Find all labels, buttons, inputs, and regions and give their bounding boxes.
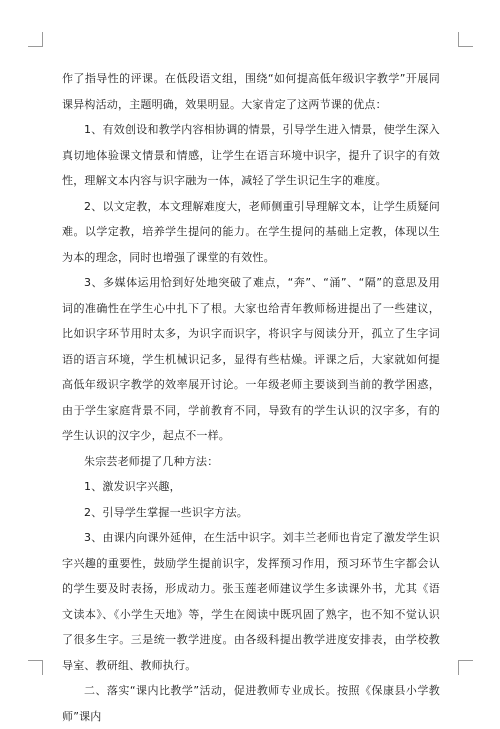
crop-mark-bottom-left: [28, 660, 43, 675]
paragraph-method-1: 1、激发识字兴趣，: [84, 480, 181, 493]
crop-mark-bottom-right: [458, 660, 473, 675]
crop-mark-top-left: [28, 32, 43, 47]
paragraph-point-3: 3、多媒体运用恰到好处地突破了难点，“奔”、“涌”、“隔”的意思及用词的准确性在学生心中扎下了根。大家也给青年教师杨进提出了一些建议，比如识字环节用时太多，为识字而识字，将识字与阅读分开，孤立了生字词语的语言环境，学生机械识记多，显得有些枯燥。评课之后，大家就如何提高低年级识字教学的效率展开讨论。一年级老师主要谈到当前的教学困惑，由于学生家庭背景不同，学前教育不同，导致有的学生认识的汉字多，有的学生认识的汉字少，起点不一样。: [62, 276, 440, 442]
document-body: [62, 66, 440, 729]
paragraph-method-3: 3、由课内向课外延伸，在生活中识字。刘丰兰老师也肯定了激发学生识字兴趣的重要性，鼓励学生提前识字，发挥预习作用，预习环节生字都会认的学生要及时表扬，形成动力。张玉莲老师建议学生多读课外书，尤其《语文读本》、《小学生天地》等，学生在阅读中既巩固了熟字，也不知不觉认识了很多生字。三是统一教学进度。由各级科提出教学进度安排表，由学校教导室、教研组、教师执行。: [62, 531, 440, 672]
paragraph-point-1: 1、有效创设和教学内容相协调的情景，引导学生进入情景，使学生深入真切地体验课文情景和情感，让学生在语言环境中识字，提升了识字的有效性，理解文本内容与识字融为一体，减轻了学生识记生字的难度。: [62, 123, 440, 187]
crop-mark-top-right: [458, 32, 473, 47]
paragraph-continued: 作了指导性的评课。在低段语文组，围绕“如何提高低年级识字教学”开展同课异构活动，主题明确，效果明显。大家肯定了这两节课的优点：: [62, 72, 440, 111]
paragraph-method-2: 2、引导学生掌握一些识字方法。: [84, 505, 248, 519]
paragraph-point-2: 2、以文定教，本文理解难度大，老师侧重引导理解文本，让学生质疑问难。以学定教，培养学生提问的能力。在学生提问的基础上定教，体现以生为本的理念，同时也增强了课堂的有效性。: [62, 199, 440, 264]
paragraph-section-two: 二、落实“课内比教学”活动，促进教师专业成长。按照《保康县小学教师”课内: [62, 684, 440, 723]
paragraph-methods-intro: 朱宗芸老师提了几种方法：: [84, 454, 219, 468]
